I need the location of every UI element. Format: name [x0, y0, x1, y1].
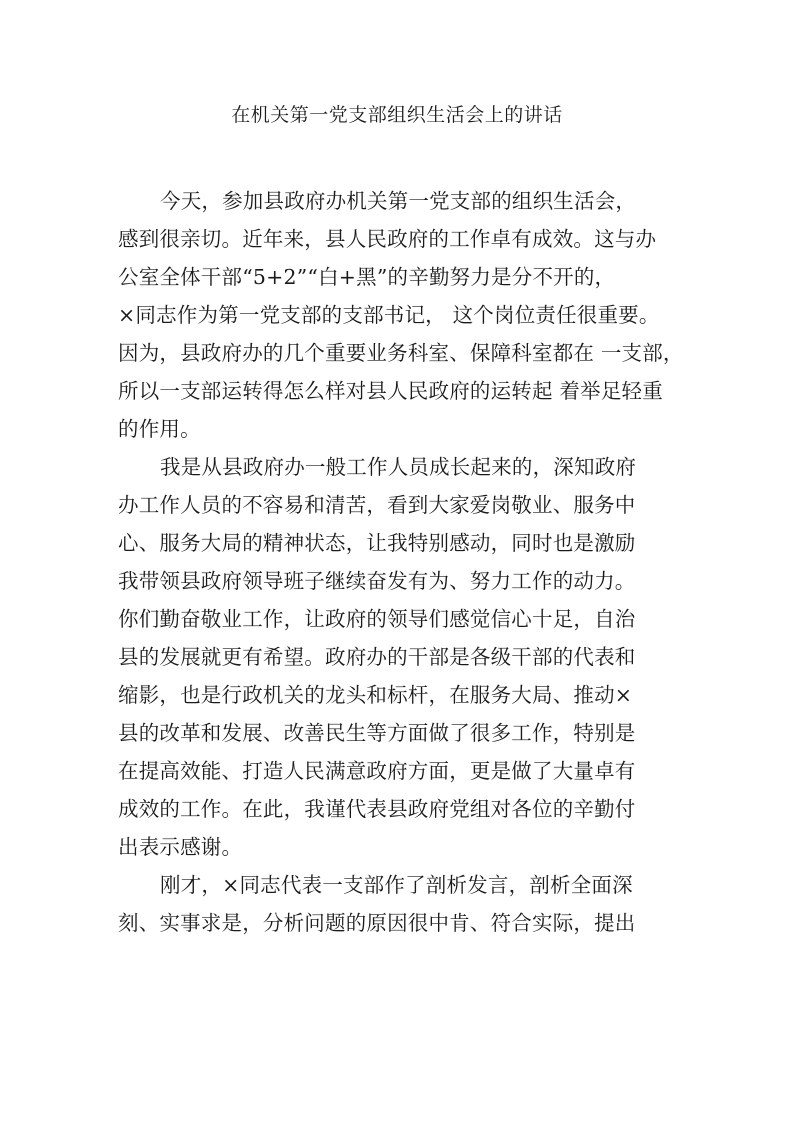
paragraph-line: 刚才，×同志代表一支部作了剖析发言，剖析全面深 [160, 873, 633, 897]
paragraph-line: 县的发展就更有希望。政府办的干部是各级干部的代表和 [118, 645, 636, 669]
paragraph-line: 刻、实事求是，分析问题的原因很中肯、符合实际，提出 [118, 911, 636, 935]
paragraph-line: 缩影，也是行政机关的龙头和标杆，在服务大局、推动× [118, 683, 633, 707]
paragraph-line: ×同志作为第一党支部的支部书记， 这个岗位责任很重要。 [118, 303, 660, 327]
paragraph-line: 你们勤奋敬业工作，让政府的领导们感觉信心十足，自治 [118, 607, 636, 631]
document-body [118, 182, 684, 942]
paragraph-2 [118, 448, 678, 866]
paragraph-line: 在提高效能、打造人民满意政府方面，更是做了大量卓有 [118, 759, 636, 783]
document-title: 在机关第一党支部组织生活会上的讲话 [231, 104, 563, 126]
paragraph-line: 感到很亲切。近年来，县人民政府的工作卓有成效。这与办 [118, 227, 657, 251]
paragraph-line: 公室全体干部“5+2”“白+黑”的辛勤努力是分不开的， [118, 265, 616, 289]
paragraph-line: 县的改革和发展、改善民生等方面做了很多工作，特别是 [118, 721, 636, 745]
paragraph-3 [118, 866, 678, 942]
paragraph-line: 出表示感谢。 [118, 835, 243, 859]
paragraph-line: 我带领县政府领导班子继续奋发有为、努力工作的动力。 [118, 569, 636, 593]
paragraph-line: 心、服务大局的精神状态，让我特别感动，同时也是激励 [118, 531, 636, 555]
paragraph-line: 因为，县政府办的几个重要业务科室、保障科室都在 一支部， [118, 341, 684, 365]
paragraph-line: 办工作人员的不容易和清苦，看到大家爱岗敬业、服务中 [118, 493, 636, 517]
paragraph-line: 我是从县政府办一般工作人员成长起来的，深知政府 [160, 455, 637, 479]
paragraph-line: 所以一支部运转得怎么样对县人民政府的运转起 着举足轻重 [118, 379, 663, 403]
paragraph-line: 的作用。 [118, 417, 201, 441]
paragraph-1 [118, 182, 684, 448]
paragraph-line: 今天，参加县政府办机关第一党支部的组织生活会， [160, 189, 637, 213]
paragraph-line: 成效的工作。在此，我谨代表县政府党组对各位的辛勤付 [118, 797, 636, 821]
